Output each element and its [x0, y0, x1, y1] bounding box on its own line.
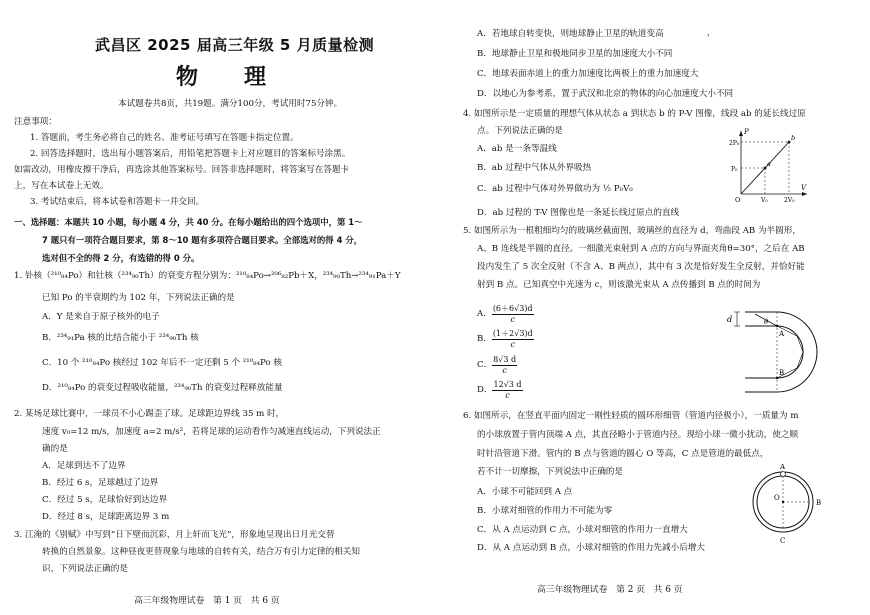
q1-option-c: C．10 个 ²¹⁰₈₄Po 核经过 102 年后不一定还剩 5 个 ²¹⁰₈₄Po 核	[42, 358, 282, 368]
q6-option-b: B．小球对细管的作用力不可能为零	[477, 506, 613, 516]
origin-label: O	[735, 196, 741, 204]
exam-intro: 本试题卷共8页，共19题。满分100分，考试用时75分钟。	[118, 99, 343, 109]
q3-stem: 识，下列说法正确的是	[42, 564, 128, 574]
exam-page-2	[435, 0, 870, 615]
q5-option-a	[477, 304, 534, 325]
q6-stem: 若不计一切摩擦，下列说法中正确的是	[477, 467, 624, 477]
q3-stem: 转换的自然景象。这种昼夜更替现象与地球的自转有关，结合万有引力定律的相关知	[42, 547, 360, 557]
numerator: (1＋2√3)d	[492, 329, 533, 338]
denominator: c	[505, 391, 510, 400]
point-a-dot	[776, 325, 778, 327]
q2-stem: 2. 某场足球比赛中，一球员不小心踢歪了球。足球距边界线 35 m 时，	[14, 409, 285, 419]
pv-graph	[729, 128, 811, 204]
notes-heading: 注意事项：	[14, 117, 57, 127]
q3-option-b: B．地球静止卫星和极地同步卫星的加速度大小不同	[477, 49, 673, 59]
q5-option-d	[477, 380, 523, 401]
page-footer: 高三年级物理试卷 第 1 页 共 6 页	[134, 596, 280, 606]
q1-option-a: A．Y 是来自于原子核外的电子	[42, 312, 160, 322]
q6-option-a: A．小球不可能回到 A 点	[477, 487, 573, 497]
q4-option-b: B．ab 过程中气体从外界吸热	[477, 163, 592, 173]
q1-option-b: B．²³⁴₉₁Pa 核的比结合能小于 ²³⁴₉₀Th 核	[42, 333, 199, 343]
fiber-outer-edge	[745, 312, 817, 392]
glass-fiber-figure	[727, 306, 839, 398]
p-axis-label: P	[744, 128, 749, 136]
point-b-dot	[776, 377, 778, 379]
fraction	[492, 380, 522, 401]
a-label: A	[780, 464, 786, 471]
b-label: B	[779, 369, 785, 377]
ball-icon	[781, 472, 786, 477]
y-tick-2p0: 2P₀	[729, 140, 740, 147]
x-tick-2v0: 2V₀	[784, 197, 795, 204]
q2-option-a: A．足球到达不了边界	[42, 461, 126, 471]
section-header: 选对但不全的得 2 分，有选错的得 0 分。	[42, 253, 200, 263]
y-tick-p0: P₀	[731, 166, 738, 173]
corner-mark: ，	[707, 28, 715, 37]
q6-stem: 的小球放置于管内顶端 A 点，其直径略小于管道内径。现给小球一微小扰动，使之顺	[477, 430, 799, 440]
q1-stem: 1. 钋核（²¹⁰₈₄Po）和钍核（²³⁴₉₀Th）的衰变方程分别为：²¹⁰₈₄Po→²⁰⁶₈₂Pb＋X，²³⁴₉₀Th→²³⁴₉₁Pa＋Y	[14, 271, 401, 281]
numerator: 8√3 d	[493, 355, 517, 364]
option-label: B．	[477, 334, 492, 344]
q4-option-a: A．ab 是一条等温线	[477, 144, 557, 154]
q3-stem: 3. 江淹的《别赋》中写到“日下壁而沉彩，月上轩而飞光”，形象地呈现出日月光交替	[14, 530, 335, 540]
p-axis-arrow-icon	[739, 131, 743, 136]
option-label: A．	[477, 309, 492, 319]
note-line: 上，写在本试卷上无效。	[14, 181, 109, 191]
ring-tube-figure	[743, 464, 827, 546]
q2-stem: 确的是	[42, 444, 68, 454]
v-axis-label: V	[801, 184, 807, 192]
option-label: D．	[477, 385, 493, 395]
q2-option-d: D．经过 8 s，足球距离边界 3 m	[42, 512, 170, 522]
o-label: O	[774, 494, 780, 502]
note-line: 2. 回答选择题时，选出每小题答案后，用铅笔把答题卡上对应题目的答案标号涂黑。	[30, 149, 351, 159]
point-b-dot	[788, 141, 791, 144]
page-footer: 高三年级物理试卷 第 2 页 共 6 页	[537, 585, 683, 595]
q6-stem: 时针沿管道下滑。管内的 B 点与管道的圆心 O 等高，C 点是管道的最低点，	[477, 449, 769, 459]
subject-title: 物 理	[176, 65, 279, 90]
note-line: 3. 考试结束后，将本试卷和答题卡一并交回。	[30, 197, 205, 207]
q5-option-b	[477, 329, 534, 350]
c-label: C	[780, 537, 786, 545]
v-axis-arrow-icon	[802, 192, 807, 196]
q1-option-d: D．²¹⁰₈₄Po 的衰变过程吸收能量，²³⁴₉₀Th 的衰变过程释放能量	[42, 383, 283, 393]
fraction	[492, 355, 517, 376]
fiber-inner-edge	[745, 326, 803, 378]
q4-option-d: D．ab 过程的 T-V 图像也是一条延长线过原点的直线	[477, 208, 680, 218]
point-a-dot	[764, 167, 767, 170]
q6-option-c: C．从 A 点运动到 C 点，小球对细管的作用力一直增大	[477, 525, 688, 535]
q2-stem: 速度 v₀=12 m/s，加速度 a=2 m/s²，若将足球的运动看作匀减速直线运动，下列说法正	[42, 427, 381, 437]
b-label: B	[816, 499, 822, 507]
fraction	[492, 304, 534, 325]
q1-stem-2: 已知 Po 的半衰期约为 102 年，下列说法正确的是	[42, 293, 235, 303]
a-label: A	[779, 330, 785, 338]
q5-stem: 5. 如图所示为一根粗细均匀的玻璃丝截面图，玻璃丝的直径为 d，弯曲段 AB 为半圆形，	[463, 226, 801, 236]
q3-option-a: A．若地球自转变快，则地球静止卫星的轨道变高	[477, 29, 664, 39]
q3-option-d: D．以地心为参考系，置于武汉和北京的物体的向心加速度大小不同	[477, 89, 734, 99]
q3-option-c: C．地球表面赤道上的重力加速度比两极上的重力加速度大	[477, 69, 699, 79]
q2-option-b: B．经过 6 s，足球越过了边界	[42, 478, 159, 488]
q6-stem: 6. 如图所示，在竖直平面内固定一刚性轻质的圆环形细管（管道内径极小），一质量为 m	[463, 411, 799, 421]
fraction	[492, 329, 534, 350]
theta-label: θ	[764, 318, 769, 326]
point-a-label: a	[767, 160, 771, 168]
numerator: 12√3 d	[493, 380, 522, 389]
q5-option-c	[477, 355, 517, 376]
q4-option-c: C．ab 过程中气体对外界做功为 ½ P₀V₀	[477, 184, 633, 194]
q4-stem: 4. 如图所示是一定质量的理想气体从状态 a 到状态 b 的 P-V 图像，线段 ab 的延长线过原	[463, 109, 806, 119]
q6-option-d: D．从 A 点运动到 B 点，小球对细管的作用力先减小后增大	[477, 543, 705, 553]
point-b-label: b	[791, 134, 796, 142]
note-line: 1. 答题前，考生务必将自己的姓名、准考证号填写在答题卡指定位置。	[30, 133, 299, 143]
denominator: c	[510, 315, 515, 324]
q5-stem: 段内发生了 5 次全反射（不含 A、B 两点），其中有 3 次是恰好发生全反射，并恰好能	[477, 262, 805, 272]
numerator: (6＋6√3)d	[492, 304, 533, 313]
q2-option-c: C．经过 5 s，足球恰好到达边界	[42, 495, 168, 505]
q4-stem: 点。下列说法正确的是	[477, 126, 563, 136]
denominator: c	[510, 340, 516, 349]
x-tick-v0: V₀	[761, 197, 768, 204]
exam-title: 武昌区 2025 届高三年级 5 月质量检测	[95, 36, 375, 54]
section-header: 一、选择题：本题共 10 小题，每小题 4 分，共 40 分。在每小题给出的四个选项中，第 1～	[14, 217, 363, 227]
d-label: d	[727, 315, 733, 324]
section-header: 7 题只有一项符合题目要求，第 8～10 题有多项符合题目要求。全部选对的得 4 分，	[42, 235, 363, 245]
note-line: 如需改动，用橡皮擦干净后，再选涂其他答案标号。回答非选择题时，将答案写在答题卡	[14, 165, 350, 175]
center-dot	[782, 501, 784, 503]
q5-stem: A、B 连线是半圆的直径。一细激光束射到 A 点的方向与界面夹角θ=30°，之后在 AB	[477, 244, 805, 254]
option-label: C．	[477, 360, 493, 370]
q5-stem: 射到 B 点。已知真空中光速为 c，则该激光束从 A 点传播到 B 点的时间为	[477, 280, 761, 290]
denominator: c	[502, 366, 507, 375]
